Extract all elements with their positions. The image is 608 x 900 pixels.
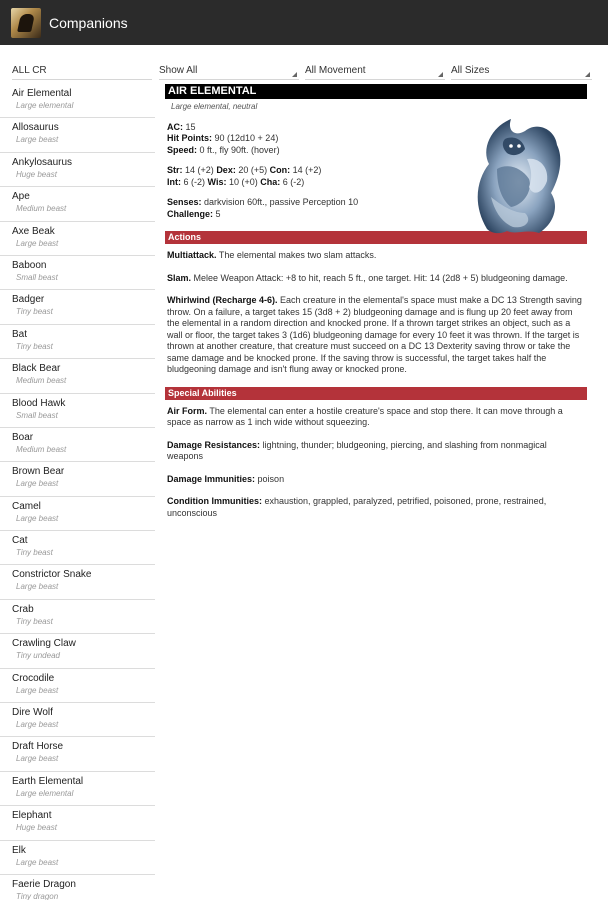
companion-name: Boar bbox=[12, 431, 34, 443]
senses-label: Senses: bbox=[167, 197, 202, 207]
special-ability-entry-text: lightning, thunder; bludgeoning, piercing, and slashing from nonmagical weapons bbox=[167, 439, 547, 461]
companion-list-item[interactable] bbox=[0, 325, 155, 359]
companion-type: Huge beast bbox=[16, 169, 57, 179]
senses-value: darkvision 60ft., passive Perception 10 bbox=[204, 197, 359, 207]
companion-list-item[interactable] bbox=[0, 153, 155, 187]
companion-type: Tiny undead bbox=[16, 651, 60, 661]
companion-name: Allosaurus bbox=[12, 122, 59, 134]
companion-list-item[interactable] bbox=[0, 256, 155, 290]
special-ability-entry-name: Damage Resistances: bbox=[167, 439, 261, 450]
companion-name: Crawling Claw bbox=[12, 638, 76, 650]
companion-list-item[interactable] bbox=[0, 737, 155, 771]
companion-list-item[interactable] bbox=[0, 222, 155, 256]
companion-name: Dire Wolf bbox=[12, 707, 53, 719]
actions-section bbox=[165, 250, 587, 376]
special-ability-entry-name: Condition Immunities: bbox=[167, 496, 262, 506]
dropdown-arrow-icon bbox=[438, 72, 443, 77]
special-ability-entry bbox=[167, 474, 585, 486]
companion-list-item[interactable] bbox=[0, 187, 155, 221]
int-label: Int: bbox=[167, 176, 181, 187]
size-filter-value: All Sizes bbox=[451, 65, 490, 76]
companion-list-item[interactable] bbox=[0, 359, 155, 393]
speed-label: Speed: bbox=[167, 144, 198, 155]
companion-name: Constrictor Snake bbox=[12, 569, 92, 581]
str-value: 14 (+2) bbox=[185, 165, 214, 175]
companion-type: Tiny beast bbox=[16, 341, 53, 351]
dropdown-arrow-icon bbox=[292, 72, 297, 77]
movement-filter-value: All Movement bbox=[305, 65, 366, 76]
companion-type: Large beast bbox=[16, 582, 59, 592]
companion-name: Earth Elemental bbox=[12, 775, 84, 787]
size-filter-dropdown[interactable] bbox=[451, 60, 592, 80]
special-ability-entry-name: Damage Immunities: bbox=[167, 473, 256, 484]
companion-type: Tiny beast bbox=[16, 307, 53, 317]
type-filter-value: Show All bbox=[159, 65, 198, 76]
dropdown-arrow-icon bbox=[585, 72, 590, 77]
special-ability-entry bbox=[167, 496, 585, 519]
companion-name: Black Bear bbox=[12, 363, 61, 375]
action-entry-name: Whirlwind (Recharge 4-6). bbox=[167, 295, 278, 305]
companion-name: Ankylosaurus bbox=[12, 156, 73, 168]
companion-type: Tiny dragon bbox=[16, 891, 59, 900]
companion-list-item[interactable] bbox=[0, 634, 155, 668]
companion-name: Draft Horse bbox=[12, 741, 64, 753]
hp-label: Hit Points: bbox=[167, 133, 212, 143]
companion-name: Ape bbox=[12, 191, 30, 203]
ability-row-physical bbox=[167, 165, 450, 177]
cr-filter-dropdown[interactable] bbox=[12, 60, 152, 80]
companion-type: Large elemental bbox=[16, 788, 74, 798]
special-ability-entry-text: exhaustion, grappled, paralyzed, petrified, poisoned, prone, restrained, unconscious bbox=[167, 496, 547, 518]
special-ability-entry bbox=[167, 406, 585, 429]
challenge-label: Challenge: bbox=[167, 208, 214, 219]
companion-list-item[interactable] bbox=[0, 394, 155, 428]
companion-list[interactable] bbox=[0, 84, 157, 900]
ac-value: 15 bbox=[185, 121, 196, 132]
companion-name: Elephant bbox=[12, 810, 52, 822]
companion-name: Badger bbox=[12, 294, 45, 306]
companion-name: Blood Hawk bbox=[12, 397, 66, 409]
companion-name: Brown Bear bbox=[12, 466, 65, 478]
filter-bar bbox=[0, 60, 608, 80]
companion-type: Large beast bbox=[16, 720, 59, 730]
companion-list-item[interactable] bbox=[0, 428, 155, 462]
dex-label: Dex: bbox=[216, 165, 236, 175]
action-entry-name: Slam. bbox=[167, 272, 192, 283]
companion-name: Crab bbox=[12, 603, 34, 615]
companion-type: Medium beast bbox=[16, 444, 67, 454]
companion-list-item[interactable] bbox=[0, 531, 155, 565]
companion-name: Crocodile bbox=[12, 672, 55, 684]
special-ability-entry-text: poison bbox=[257, 473, 285, 484]
movement-filter-dropdown[interactable] bbox=[305, 60, 445, 80]
challenge-value: 5 bbox=[215, 208, 221, 219]
creature-stats bbox=[165, 122, 450, 221]
app-toolbar bbox=[0, 0, 608, 45]
companion-type: Huge beast bbox=[16, 823, 57, 833]
companion-type: Tiny beast bbox=[16, 616, 53, 626]
hp-value: 90 (12d10 + 24) bbox=[214, 133, 279, 143]
companion-name: Bat bbox=[12, 328, 28, 340]
companion-list-item[interactable] bbox=[0, 841, 155, 875]
cha-value: 6 (-2) bbox=[282, 176, 305, 187]
companion-name: Air Elemental bbox=[12, 88, 72, 99]
companion-list-item[interactable] bbox=[0, 462, 155, 496]
action-entry bbox=[167, 295, 585, 376]
companion-list-item[interactable] bbox=[0, 806, 155, 840]
str-label: Str: bbox=[167, 165, 183, 175]
companion-type: Large beast bbox=[16, 238, 59, 248]
companion-list-item[interactable] bbox=[0, 497, 155, 531]
companion-type: Tiny beast bbox=[16, 548, 53, 558]
type-filter-dropdown[interactable] bbox=[159, 60, 299, 80]
companion-name: Axe Beak bbox=[12, 225, 55, 237]
special-ability-entry-text: The elemental can enter a hostile creature's space and stop there. It can move through a space as narrow as 1 inch wide without squeezing. bbox=[167, 405, 563, 427]
companion-list-item[interactable] bbox=[0, 875, 155, 900]
companion-type: Large beast bbox=[16, 479, 59, 489]
companion-name: Camel bbox=[12, 500, 41, 512]
con-label: Con: bbox=[269, 165, 291, 175]
special-ability-entry-name: Air Form. bbox=[167, 405, 208, 416]
creature-detail bbox=[165, 84, 587, 900]
companion-list-item[interactable] bbox=[0, 669, 155, 703]
companion-list-item[interactable] bbox=[0, 703, 155, 737]
action-entry-text: Melee Weapon Attack: +8 to hit, reach 5 ft., one target. Hit: 14 (2d8 + 5) bludgeoning damage. bbox=[193, 272, 568, 283]
dragon-app-icon[interactable] bbox=[11, 8, 41, 38]
action-entry-text: Each creature in the elemental's space must make a DC 13 Strength saving throw. On a failure, a target takes 15 (3d8 + 2) bludgeoning damage and is flung up 20 feet away from the elemental in a random direction and knocked prone. If a thrown target strikes an object, such as a wall or floor, the target takes 3 (1d6) bludgeoning damage for every 10 feet it was thrown. If the target is thrown at another creature, that creature must succeed on a DC 13 Dexterity saving throw or take the same damage and be knocked prone. If the saving throw is successful, the target takes half the bludgeoning damage and isn't flung away or knocked prone. bbox=[167, 295, 582, 374]
companion-type: Large elemental bbox=[16, 101, 74, 110]
wis-label: Wis: bbox=[207, 176, 227, 187]
creature-name: AIR ELEMENTAL bbox=[165, 84, 587, 99]
speed-value: 0 ft., fly 90ft. (hover) bbox=[199, 144, 280, 155]
special-abilities-header: Special Abilities bbox=[165, 387, 587, 400]
companion-type: Small beast bbox=[16, 272, 58, 282]
companion-list-item[interactable] bbox=[0, 772, 155, 806]
companion-name: Baboon bbox=[12, 259, 47, 271]
action-entry-text: The elemental makes two slam attacks. bbox=[218, 250, 377, 260]
companion-type: Medium beast bbox=[16, 376, 67, 386]
cha-label: Cha: bbox=[260, 176, 281, 187]
companion-type: Large beast bbox=[16, 513, 59, 523]
wis-value: 10 (+0) bbox=[228, 176, 258, 187]
actions-header: Actions bbox=[165, 231, 587, 244]
companion-list-item[interactable] bbox=[0, 290, 155, 324]
companion-type: Medium beast bbox=[16, 204, 67, 214]
action-entry-name: Multiattack. bbox=[167, 250, 217, 260]
companion-type: Small beast bbox=[16, 410, 58, 420]
int-value: 6 (-2) bbox=[183, 176, 206, 187]
air-elemental-portrait bbox=[467, 109, 569, 237]
companion-list-item[interactable] bbox=[0, 84, 155, 118]
creature-subtype: Large elemental, neutral bbox=[171, 102, 258, 111]
app-title: Companions bbox=[49, 14, 128, 31]
special-abilities-section bbox=[165, 406, 587, 520]
companion-name: Elk bbox=[12, 844, 26, 856]
cr-filter-value: ALL CR bbox=[12, 65, 47, 76]
dex-value: 20 (+5) bbox=[238, 165, 268, 175]
ability-row-mental bbox=[167, 177, 450, 189]
companion-name: Faerie Dragon bbox=[12, 878, 76, 890]
companion-type: Large beast bbox=[16, 857, 59, 867]
companion-list-item[interactable] bbox=[0, 565, 155, 599]
special-ability-entry bbox=[167, 440, 585, 463]
companion-type: Large beast bbox=[16, 685, 59, 695]
action-entry bbox=[167, 273, 585, 285]
companion-list-item[interactable] bbox=[0, 118, 155, 152]
ac-label: AC: bbox=[167, 121, 183, 132]
companion-name: Cat bbox=[12, 535, 28, 547]
companion-type: Large beast bbox=[16, 135, 59, 145]
action-entry bbox=[167, 250, 585, 262]
companion-type: Large beast bbox=[16, 754, 59, 764]
companion-list-item[interactable] bbox=[0, 600, 155, 634]
con-value: 14 (+2) bbox=[292, 165, 322, 175]
